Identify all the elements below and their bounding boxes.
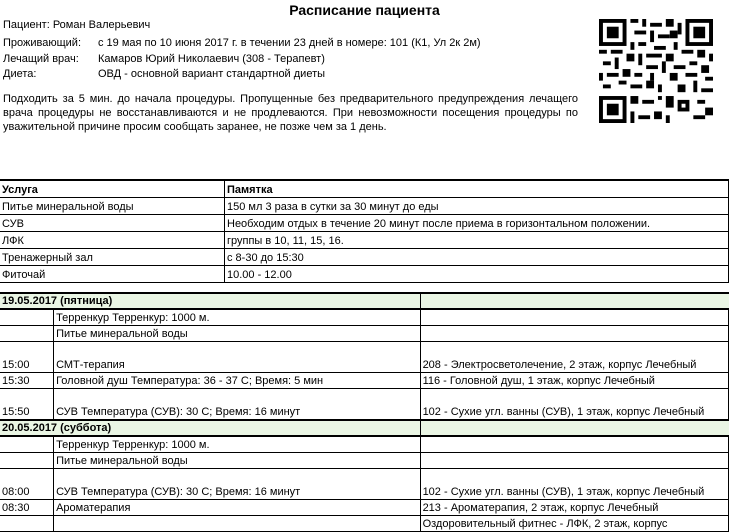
doctor-row — [3, 52, 593, 66]
day-header-row — [0, 293, 729, 309]
stay-value: с 19 мая по 10 июня 2017 г. в течении 23 дней в номере: 101 (К1, Ул 2к 2м) — [98, 37, 481, 49]
schedule-service: Терренкур Терренкур: 1000 м. — [54, 436, 421, 453]
diet-label: Диета: — [3, 68, 37, 80]
table-row — [0, 266, 729, 283]
notice-text: Подходить за 5 мин. до начала процедуры. Пропущенные без предварительного предупреждения лечащего врача процедуры не восстанавливаются и не продлеваются. При невозможности посещения процедуры по уважительной причине просим сообщать заранее, не позже чем за 1 день. — [3, 93, 578, 133]
day-header-fill — [420, 420, 728, 436]
schedule-row — [0, 342, 729, 373]
service-name: Тренажерный зал — [0, 249, 225, 266]
schedule-room — [420, 453, 728, 469]
schedule-row — [0, 389, 729, 421]
schedule-time — [0, 326, 54, 342]
schedule-row — [0, 516, 729, 532]
schedule-room: Оздоровительный фитнес - ЛФК, 2 этаж, корпус — [420, 516, 728, 532]
stay-row — [3, 36, 593, 50]
services-col-service: Услуга — [0, 180, 225, 198]
schedule-time: 15:50 — [0, 389, 54, 421]
schedule-row — [0, 436, 729, 453]
service-name: Фиточай — [0, 266, 225, 283]
schedule-service: Питье минеральной воды — [54, 326, 421, 342]
services-col-memo: Памятка — [225, 180, 729, 198]
stay-label: Проживающий: — [3, 37, 82, 49]
service-memo: с 8-30 до 15:30 — [225, 249, 729, 266]
page-title: Расписание пациента — [289, 2, 440, 18]
diet-value: ОВД - основной вариант стандартной диеты — [98, 68, 326, 80]
service-memo: группы в 10, 11, 15, 16. — [225, 232, 729, 249]
patient-label: Пациент: — [3, 19, 50, 31]
schedule-room: 102 - Сухие угл. ванны (СУВ), 1 этаж, корпус Лечебный — [420, 469, 728, 500]
service-memo: Необходим отдых в течение 20 минут после приема в горизонтальном положении. — [225, 215, 729, 232]
schedule-time — [0, 436, 54, 453]
patient-name: Роман Валерьевич — [52, 19, 151, 31]
schedule-row — [0, 469, 729, 500]
table-row — [0, 215, 729, 232]
schedule-row — [0, 500, 729, 516]
day-header-fill — [420, 293, 728, 309]
schedule-time — [0, 309, 54, 326]
services-header-row — [0, 180, 729, 198]
schedule-time: 15:30 — [0, 373, 54, 389]
patient-row — [3, 18, 593, 32]
schedule-row — [0, 309, 729, 326]
schedule-service: СУВ Температура (СУВ): 30 С; Время: 16 минут — [54, 389, 421, 421]
schedule-service: СМТ-терапия — [54, 342, 421, 373]
doctor-label: Лечащий врач: — [3, 53, 79, 65]
schedule-room — [420, 309, 728, 326]
schedule-time — [0, 516, 54, 532]
schedule-service — [54, 516, 421, 532]
schedule-service: Питье минеральной воды — [54, 453, 421, 469]
schedule-row — [0, 453, 729, 469]
service-name: ЛФК — [0, 232, 225, 249]
schedule-table — [0, 292, 729, 532]
schedule-service: СУВ Температура (СУВ): 30 С; Время: 16 минут — [54, 469, 421, 500]
service-memo: 150 мл 3 раза в сутки за 30 минут до еды — [225, 198, 729, 215]
schedule-row — [0, 373, 729, 389]
day-header-row — [0, 420, 729, 436]
schedule-room: 102 - Сухие угл. ванны (СУВ), 1 этаж, корпус Лечебный — [420, 389, 728, 421]
service-memo: 10.00 - 12.00 — [225, 266, 729, 283]
qr-code-image — [599, 19, 713, 123]
schedule-service: Терренкур Терренкур: 1000 м. — [54, 309, 421, 326]
table-row — [0, 198, 729, 215]
table-row — [0, 249, 729, 266]
schedule-room — [420, 326, 728, 342]
services-table — [0, 179, 729, 283]
schedule-time: 15:00 — [0, 342, 54, 373]
table-row — [0, 232, 729, 249]
schedule-room: 213 - Ароматерапия, 2 этаж, корпус Лечебный — [420, 500, 728, 516]
schedule-time — [0, 453, 54, 469]
service-name: СУВ — [0, 215, 225, 232]
schedule-time: 08:00 — [0, 469, 54, 500]
diet-row — [3, 67, 593, 81]
schedule-time: 08:30 — [0, 500, 54, 516]
doctor-value: Камаров Юрий Николаевич (308 - Терапевт) — [98, 53, 325, 65]
service-name: Питье минеральной воды — [0, 198, 225, 215]
day-date: 20.05.2017 (суббота) — [0, 420, 420, 436]
day-date: 19.05.2017 (пятница) — [0, 293, 420, 309]
schedule-room: 116 - Головной душ, 1 этаж, корпус Лечебный — [420, 373, 728, 389]
schedule-service: Ароматерапия — [54, 500, 421, 516]
schedule-service: Головной душ Температура: 36 - 37 С; Время: 5 мин — [54, 373, 421, 389]
schedule-row — [0, 326, 729, 342]
schedule-room — [420, 436, 728, 453]
schedule-room: 208 - Электросветолечение, 2 этаж, корпус Лечебный — [420, 342, 728, 373]
